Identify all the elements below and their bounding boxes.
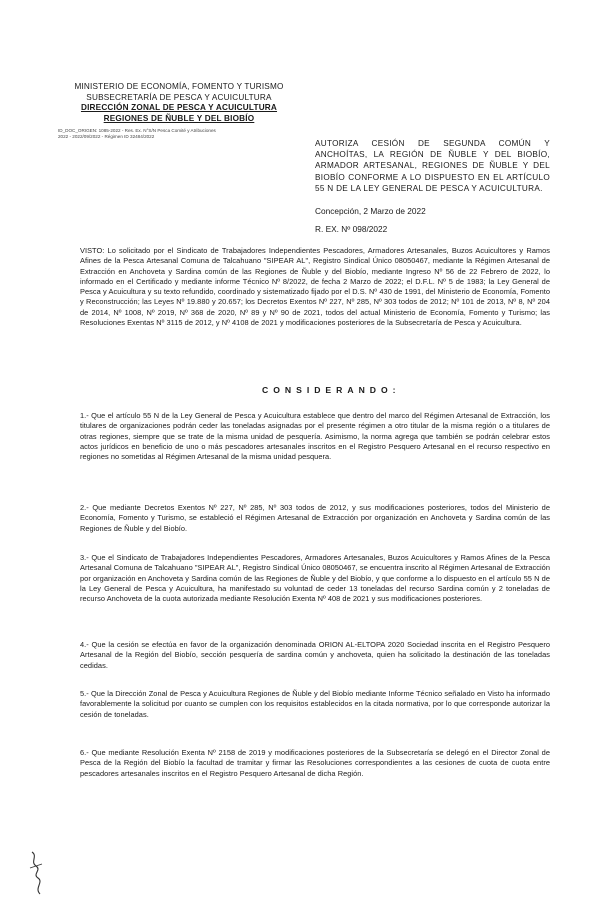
- ministry-line: MINISTERIO DE ECONOMÍA, FOMENTO Y TURISMO: [74, 82, 284, 91]
- regions-line: REGIONES DE ÑUBLE Y DEL BIOBÍO: [103, 113, 255, 123]
- resolution-title: AUTORIZA CESIÓN DE SEGUNDA COMÚN Y ANCHOÍTAS, LA REGIÓN DE ÑUBLE Y DEL BIOBÍO, ARMADOR ARTESANAL, REGIONES DE ÑUBLE Y DEL BIOBÍO CONFORME A LO DISPUESTO EN EL ARTÍCULO 55 N DE LA LEY GENERAL DE PESCA Y ACUICULTURA.: [315, 139, 550, 193]
- subsecretaria-line: SUBSECRETARÍA DE PESCA Y ACUICULTURA: [86, 92, 272, 102]
- considerando-heading: CONSIDERANDO:: [262, 385, 401, 395]
- considerando-paragraph-2: 2.- Que mediante Decretos Exentos Nº 227, Nº 285, Nº 303 todos de 2012, y sus modificaciones posteriores, todos del Ministerio de Economía, Fomento y Turismo, se estableció el Régimen Artesanal de Extracción por organización en Anchoveta y Sardina común de las Regiones de Ñuble y del Biobío.: [80, 503, 550, 533]
- direccion-line: DIRECCIÓN ZONAL DE PESCA Y ACUICULTURA: [80, 103, 278, 112]
- document-reference: [58, 128, 308, 140]
- considerando-paragraph-5: 5.- Que la Dirección Zonal de Pesca y Acuicultura Regiones de Ñuble y del Biobío mediante Informe Técnico señalado en Visto ha informado favorablemente la solicitud por cuanto se cumplen con los requisitos establecidos en la citada normativa, por lo que corresponde autorizar la cesión de toneladas.: [80, 689, 550, 719]
- considerando-paragraph-1: 1.- Que el artículo 55 N de la Ley General de Pesca y Acuicultura establece que dentro del marco del Régimen Artesanal de Extracción, los titulares de organizaciones podrán ceder las toneladas asignadas por el presente régimen a otro titular de la misma región o a titulares de otras regiones, siempre que se trate de la misma unidad de pesquería. Asimismo, la norma agrega que también se podrán celebrar estos actos jurídicos en beneficio de uno o más pescadores artesanales inscritos en el Registro Pesquero Artesanal en el recurso respectivo en regiones no sometidas al Régimen Artesanal de la misma unidad pesquera.: [80, 411, 550, 462]
- considerando-paragraph-4: 4.- Que la cesión se efectúa en favor de la organización denominada ORION AL-ELTOPA 2020 Sociedad inscrita en el Registro Pesquero Artesanal de la Región del Biobío, sección pesquería de sardina común y anchoveta, quien ha solicitado la destinación de las toneladas cedidas.: [80, 640, 550, 670]
- place-date: Concepción, 2 Marzo de 2022: [315, 206, 426, 216]
- institution-header: [64, 82, 294, 124]
- considerando-paragraph-3: 3.- Que el Sindicato de Trabajadores Independientes Pescadores, Armadores Artesanales, Buzos Acuicultores y Ramos Afines de la Pesca Artesanal Comuna de Talcahuano "SIPEAR AL", Registro Sindical Único 08050467, se encuentra inscrito al Régimen Artesanal de Extracción por organización en Anchoveta y Sardina común de las Regiones de Ñuble y del Biobío, y que conforme a lo dispuesto en el artículo 55 N de la Ley General de Pesca y Acuicultura, ha manifestado su voluntad de ceder 13 toneladas del recurso Sardina común y 2 toneladas de recurso Anchoveta de la cuota autorizada mediante Resolución Exenta Nº 408 de 2021 y sus modificaciones posteriores.: [80, 553, 550, 604]
- handwritten-signature-mark: [26, 848, 52, 898]
- considerando-paragraph-6: 6.- Que mediante Resolución Exenta Nº 2158 de 2019 y modificaciones posteriores de la Subsecretaría se delegó en el Director Zonal de Pesca de la Región del Biobío la facultad de tramitar y firmar las Resoluciones correspondientes a las cesiones de cuota de cuota entre pescadores artesanales inscritos en el Registro Pesquero Artesanal de dicha Región.: [80, 748, 550, 778]
- reference-line-2: 2022 - 2022/09/2022 - Régimen ID 32484/2022: [58, 134, 155, 139]
- visto-paragraph: VISTO: Lo solicitado por el Sindicato de Trabajadores Independientes Pescadores, Armadores Artesanales, Buzos Acuicultores y Ramos Afines de la Pesca Artesanal Comuna de Talcahuano "SIPEAR AL", Registro Sindical Único 08050467, mediante la Régimen Artesanal de Extracción en Anchoveta y Sardina común de las Regiones de Ñuble y del Biobío, mediante Ingreso Nº 56 de 22 Febrero de 2022, lo informado en el Certificado y mediante informe Técnico Nº 8/2022, de fecha 2 Marzo de 2022; el D.F.L. Nº 5 de 1983; la Ley General de Pesca y Acuicultura y su texto refundido, coordinado y sistematizado fijado por el D.S. Nº 430 de 1991, del Ministerio de Economía, Fomento y Reconstrucción; las Leyes Nº 19.880 y 20.657; los Decretos Exentos Nº 227, Nº 285, Nº 303 todos de 2012; Nº 101 de 2013, Nº 8, Nº 204 de 2014, Nº 1008, Nº 2019, Nº 368 de 2020, Nº 89 y Nº 90 de 2021, todos del actual Ministerio de Economía, Fomento y Turismo; las Resoluciones Exentas Nº 3115 de 2012, y Nº 4108 de 2021 y modificaciones posteriores de la Subsecretaría de Pesca y Acuicultura.: [80, 246, 550, 328]
- reference-line-1: ID_DOC_ORIGEN: 1085-2022 - Res. Ex. N°S/N Pesca Comité y Atribuciones: [58, 128, 216, 133]
- resolution-number: R. EX. Nº 098/2022: [315, 224, 388, 234]
